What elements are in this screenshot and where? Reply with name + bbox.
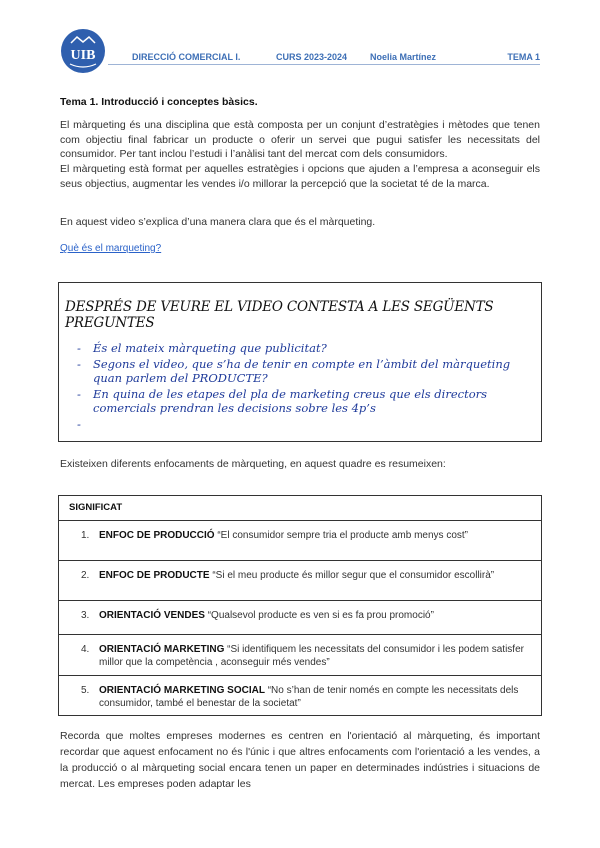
row-term: ORIENTACIÓ VENDES <box>99 610 205 621</box>
header-author: Noelia Martínez <box>370 52 437 62</box>
table-header: SIGNIFICAT <box>59 496 541 521</box>
row-desc: “El consumidor sempre tria el producte amb menys cost” <box>214 530 468 541</box>
header-topic: TEMA 1 <box>507 52 540 62</box>
header-divider <box>108 64 540 65</box>
row-term: ORIENTACIÓ MARKETING <box>99 644 225 655</box>
questions-list: - És el mateix màrqueting que publicitat? - Segons el video, que s’ha de tenir en compte en l’àmbit del màrqueting quan parlem del PRODUCTE? - En quina de les etapes del pla de marketing creus que els directors comercials prendran les decisions sobre les 4p’s - <box>77 341 533 417</box>
table-row: 1. ENFOC DE PRODUCCIÓ “El consumidor sempre tria el producte amb menys cost” <box>59 521 541 561</box>
section-title: Tema 1. Introducció i conceptes bàsics. <box>60 96 258 108</box>
row-desc: “Qualsevol producte es ven si es fa prou promoció” <box>204 610 434 621</box>
video-link[interactable]: Què és el marqueting? <box>60 243 162 254</box>
questions-box <box>58 282 542 442</box>
paragraph-definition: El màrqueting és una disciplina que està composta per un conjunt d’estratègies i mètodes que tenen com objectiu final fabricar un producte o oferir un servei que pugui satisfer les necessitats del consumidor. Per tant inclou l’estudi i l’anàlisi tant del mercat com dels consumidors. <box>60 119 540 160</box>
row-term: ORIENTACIÓ MARKETING SOCIAL <box>99 685 265 696</box>
question-item: - És el mateix màrqueting que publicitat? <box>77 341 327 355</box>
page-header <box>60 28 540 78</box>
uib-logo <box>60 28 106 74</box>
table-row: 3. ORIENTACIÓ VENDES “Qualsevol producte es ven si es fa prou promoció” <box>59 601 541 635</box>
questions-title: DESPRÉS DE VEURE EL VIDEO CONTESTA A LES SEGÜENTS PREGUNTES <box>65 299 494 331</box>
header-course: DIRECCIÓ COMERCIAL I. <box>132 52 241 62</box>
paragraph-video: En aquest video s’explica d’una manera clara que és el màrqueting. <box>60 216 376 228</box>
table-row: 2. ENFOC DE PRODUCTE “Si el meu producte és millor segur que el consumidor escollirà” <box>59 561 541 601</box>
row-desc: “Si identifiquem les necessitats del consumidor i les podem satisfer millor que la competència , aconseguir més vendes” <box>99 644 524 668</box>
question-item: - En quina de les etapes del pla de marketing creus que els directors comercials prendran les decisions sobre les 4p’s <box>77 387 488 415</box>
paragraph-strategies: El màrqueting està format per aquelles estratègies i opcions que ajuden a l’empresa a aconseguir els seus objectius, augmentar les vendes i/o millorar la percepció que la societat té de la marca. <box>60 163 540 190</box>
header-year: CURS 2023-2024 <box>276 52 348 62</box>
approaches-table <box>58 495 542 716</box>
row-desc: “Si el meu producte és millor segur que el consumidor escollirà” <box>209 570 495 581</box>
logo-text: UIB <box>70 48 96 63</box>
table-row: 4. ORIENTACIÓ MARKETING “Si identifiquem les necessitats del consumidor i les podem satisfer millor que la competència , aconseguir més vendes” <box>59 635 541 676</box>
table-intro: Existeixen diferents enfocaments de màrqueting, en aquest quadre es resumeixen: <box>60 458 446 470</box>
row-term: ENFOC DE PRODUCTE <box>99 570 210 581</box>
row-desc: “No s’han de tenir només en compte les necessitats dels consumidor, també el benestar de la societat” <box>99 685 519 709</box>
question-item: - Segons el video, que s’ha de tenir en compte en l’àmbit del màrqueting quan parlem del PRODUCTE? <box>77 357 511 385</box>
table-row: 5. ORIENTACIÓ MARKETING SOCIAL “No s’han de tenir només en compte les necessitats dels consumidor, també el benestar de la societat” <box>81 685 519 709</box>
row-term: ENFOC DE PRODUCCIÓ <box>99 530 215 541</box>
paragraph-closing: Recorda que moltes empreses modernes es centren en l'orientació al màrqueting, és important recordar que aquest enfocament no és l'únic i que altres enfocaments com l'orientació a les vendes, a la producció o al màrqueting social encara tenen un paper en determinades indústries i situacions de mercat. Les empreses poden adaptar les <box>60 730 540 790</box>
